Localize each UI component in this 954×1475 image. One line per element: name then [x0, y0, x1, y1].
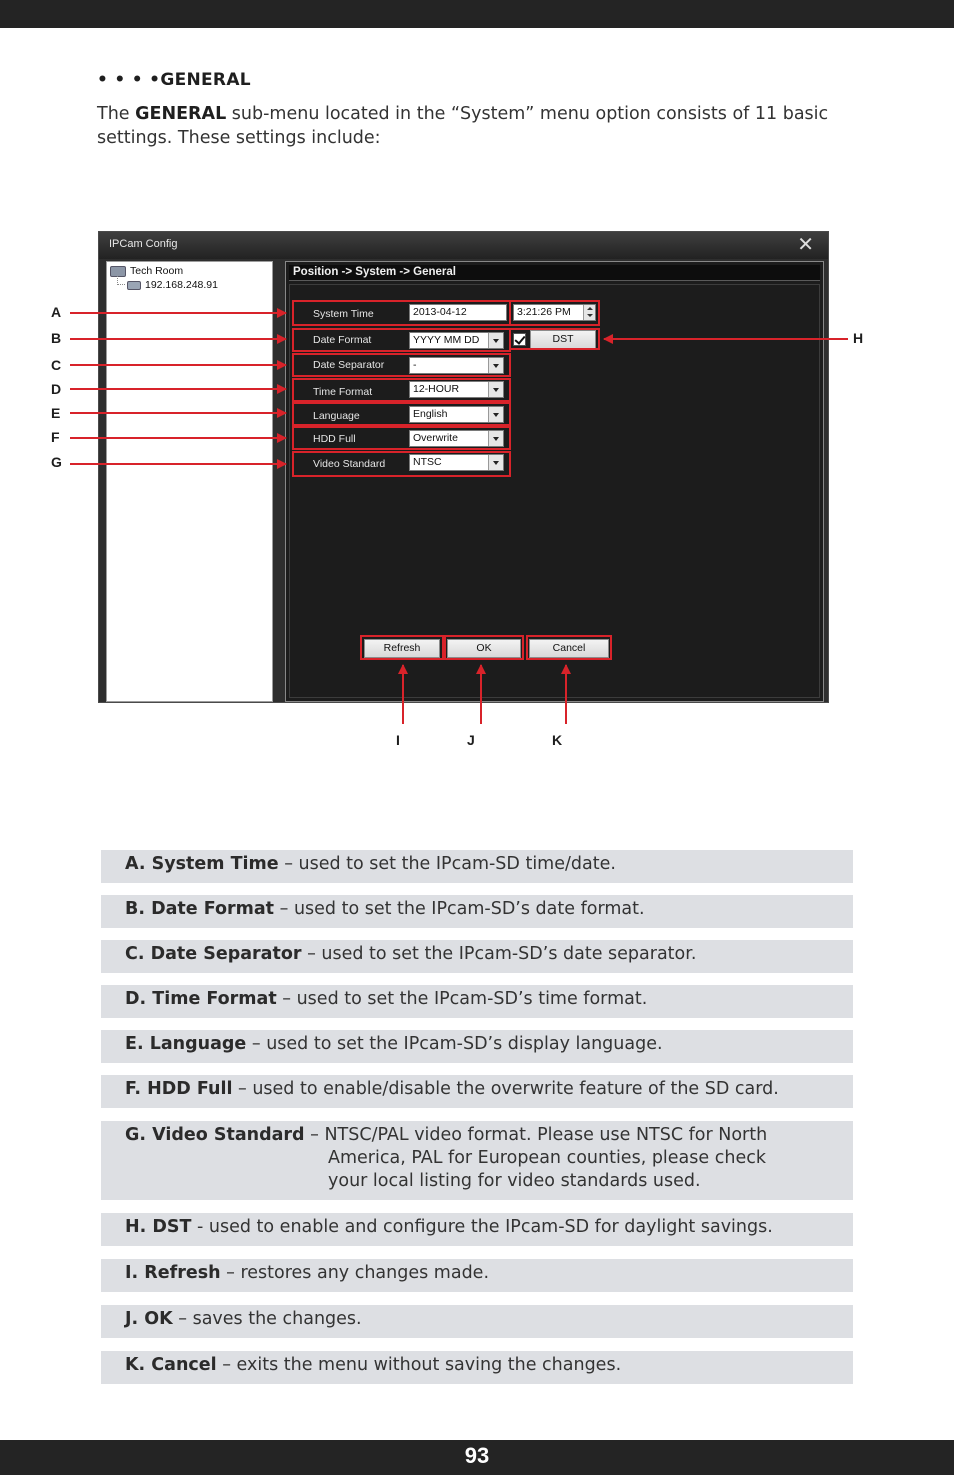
window-title: IPCam Config	[109, 238, 178, 250]
desc-term: K. Cancel	[125, 1355, 217, 1375]
desc-row	[101, 1213, 853, 1246]
label-hdd-full: HDD Full	[313, 433, 356, 445]
language-value: English	[413, 408, 448, 420]
intro-bold: GENERAL	[135, 104, 227, 124]
desc-term: A. System Time	[125, 854, 279, 874]
desc-text-line2: America, PAL for European counties, please check	[328, 1148, 766, 1168]
desc-row	[101, 1075, 853, 1108]
callout-f: F	[51, 429, 60, 445]
desc-term: F. HDD Full	[125, 1079, 233, 1099]
callout-j: J	[467, 732, 475, 748]
callout-k: K	[552, 732, 563, 748]
ok-button[interactable]: OK	[447, 639, 521, 658]
label-video-standard: Video Standard	[313, 458, 386, 470]
desc-text-line3: your local listing for video standards used.	[328, 1171, 701, 1191]
callout-i: I	[396, 732, 400, 748]
desc-text: – used to set the IPcam-SD time/date.	[278, 854, 616, 874]
desc-row	[101, 940, 853, 973]
page-number: 93	[464, 1443, 490, 1468]
callout-d: D	[51, 381, 62, 397]
desc-text: – used to set the IPcam-SD’s time format.	[276, 989, 648, 1009]
desc-text: – exits the menu without saving the changes.	[216, 1355, 622, 1375]
desc-row	[101, 1121, 853, 1200]
desc-row	[101, 985, 853, 1018]
callout-c: C	[51, 357, 62, 373]
tree-child-label: 192.168.248.91	[145, 279, 218, 291]
desc-text: – saves the changes.	[172, 1309, 362, 1329]
callout-b: B	[51, 330, 62, 346]
breadcrumb: Position -> System -> General	[293, 266, 456, 278]
callout-g: G	[51, 454, 62, 470]
hdd-full-value: Overwrite	[413, 432, 458, 444]
label-date-separator: Date Separator	[313, 359, 385, 371]
desc-row	[101, 1305, 853, 1338]
desc-text: – used to set the IPcam-SD’s date separator.	[301, 944, 697, 964]
label-system-time: System Time	[313, 308, 374, 320]
desc-term: I. Refresh	[125, 1263, 221, 1283]
desc-text: – NTSC/PAL video format. Please use NTSC for North	[304, 1125, 768, 1145]
system-time-value: 3:21:26 PM	[517, 306, 571, 318]
cancel-button[interactable]: Cancel	[529, 639, 609, 658]
desc-text: – used to enable/disable the overwrite feature of the SD card.	[232, 1079, 779, 1099]
intro-rest: sub-menu located in the “System” menu option consists of 11 basic settings. These settings include:	[97, 104, 829, 148]
callout-h: H	[853, 330, 864, 346]
dst-button[interactable]: DST	[530, 330, 596, 349]
date-separator-value: -	[413, 359, 417, 371]
label-time-format: Time Format	[313, 386, 373, 398]
close-icon[interactable]: ✕	[797, 234, 814, 256]
desc-row	[101, 850, 853, 883]
system-date-field[interactable]: 2013-04-12	[409, 304, 507, 321]
desc-text: – used to set the IPcam-SD’s display language.	[246, 1034, 663, 1054]
tree-root-label: Tech Room	[130, 265, 184, 277]
desc-text: – restores any changes made.	[220, 1263, 490, 1283]
desc-text: – used to set the IPcam-SD’s date format.	[274, 899, 645, 919]
desc-term: J. OK	[125, 1309, 173, 1329]
desc-term: E. Language	[125, 1034, 247, 1054]
time-format-value: 12-HOUR	[413, 383, 460, 395]
callout-e: E	[51, 405, 61, 421]
desc-term: H. DST	[125, 1217, 192, 1237]
desc-row	[101, 1351, 853, 1384]
desc-term: G. Video Standard	[125, 1125, 305, 1145]
desc-term: B. Date Format	[125, 899, 275, 919]
video-standard-value: NTSC	[413, 456, 442, 468]
desc-term: D. Time Format	[125, 989, 277, 1009]
desc-text: - used to enable and configure the IPcam-SD for daylight savings.	[191, 1217, 773, 1237]
refresh-button[interactable]: Refresh	[364, 639, 440, 658]
desc-row	[101, 1030, 853, 1063]
desc-row	[101, 895, 853, 928]
intro-prefix: The	[97, 104, 136, 124]
date-format-value: YYYY MM DD	[413, 334, 480, 346]
label-language: Language	[313, 410, 360, 422]
desc-row	[101, 1259, 853, 1292]
label-date-format: Date Format	[313, 334, 372, 346]
desc-term: C. Date Separator	[125, 944, 302, 964]
callout-a: A	[51, 304, 62, 320]
section-heading: • • • •GENERAL	[97, 70, 251, 90]
